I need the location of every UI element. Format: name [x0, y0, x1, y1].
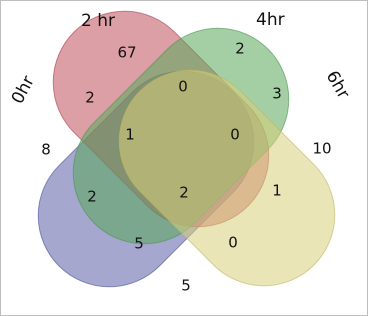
count-0hr-2hr-4hr: 1 — [125, 125, 135, 144]
count-0hr-6hr: 5 — [181, 276, 191, 295]
count-only-6hr: 10 — [312, 139, 332, 158]
count-0hr-4hr-6hr: 5 — [134, 234, 144, 253]
set-label-2hr: 2 hr — [81, 11, 115, 31]
count-only-0hr: 8 — [41, 140, 51, 159]
count-only-4hr: 2 — [235, 39, 245, 58]
set-label-0hr: 0hr — [7, 72, 39, 108]
set-label-6hr: 6hr — [321, 67, 354, 103]
count-all-four: 2 — [179, 183, 189, 202]
count-0hr-2hr-6hr: 0 — [228, 233, 238, 252]
count-only-2hr: 67 — [117, 43, 137, 62]
count-4hr-6hr: 3 — [272, 84, 282, 103]
count-0hr-4hr: 2 — [87, 187, 97, 206]
count-2hr-6hr: 1 — [272, 181, 282, 200]
count-2hr-4hr-6hr: 0 — [230, 125, 240, 144]
venn-diagram — [1, 1, 367, 315]
set-label-4hr: 4hr — [256, 10, 285, 30]
count-2hr-4hr: 0 — [178, 77, 188, 96]
count-0hr-2hr: 2 — [85, 88, 95, 107]
